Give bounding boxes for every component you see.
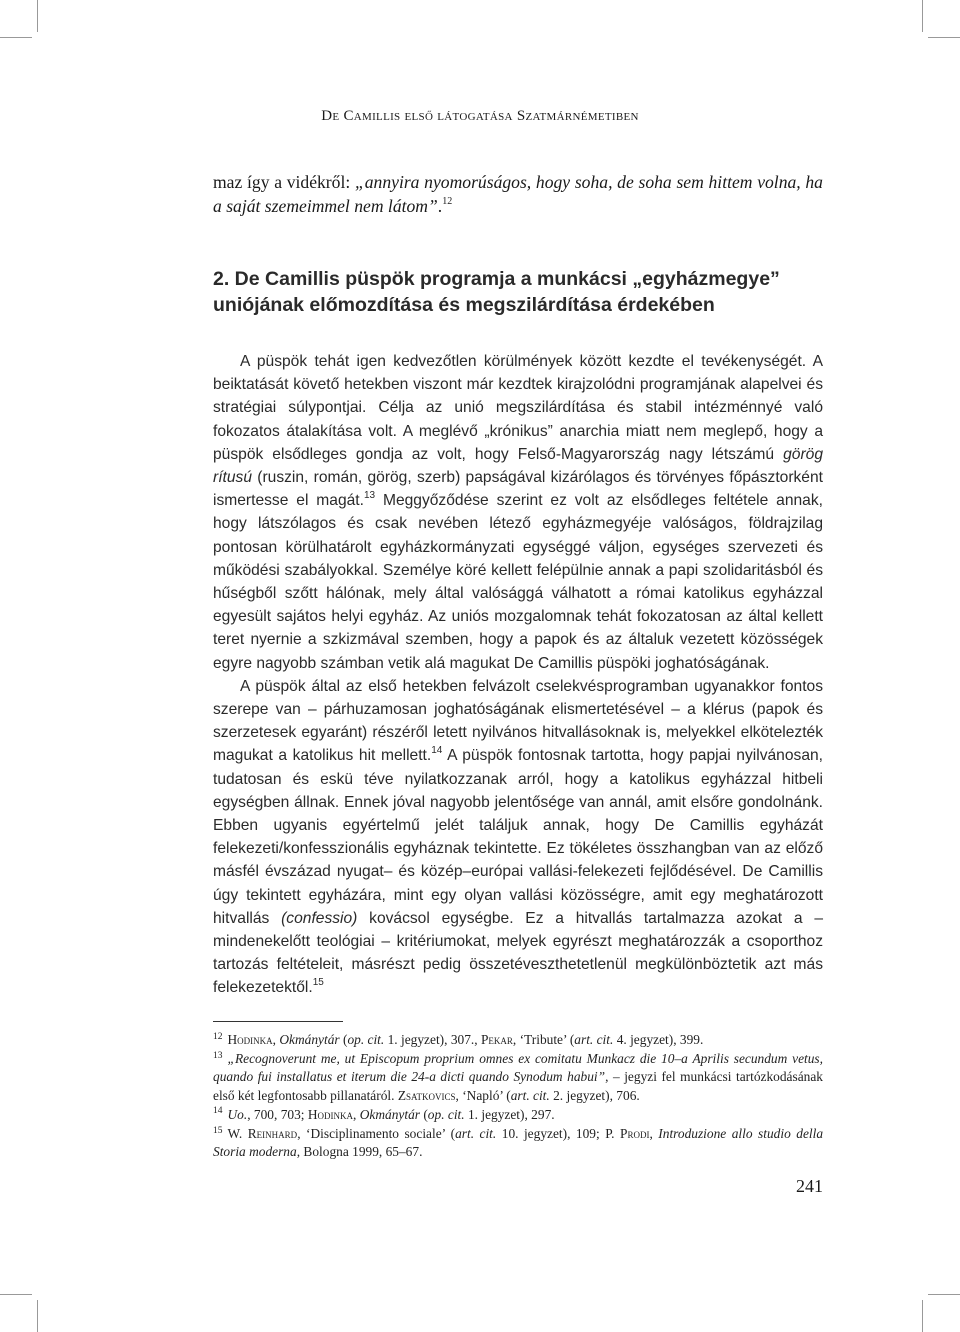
text-run: , [353,1106,360,1122]
author-name: Zsatkovics [397,1087,456,1103]
text-run: 2. jegyzet), 706. [549,1087,640,1103]
text-run: ( [419,1106,428,1122]
text-run: Meggyőződése szerint ez volt az elsődleges feltétele annak, hogy látszólagos és csak nevében létező egyházmegyéje valóságos, földrajzilag pontosan körülhatárolt egyházkormányzati egységgé váljon, egységes szervezeti és működési szabályokkal. Személye köré kellett felépülnie annak a papi szolidaritásból és hűségből szőtt hálónak, mely által valósággá válhatott a római katolikus egyházzal egyesült sajátos helyi egyház. Az uniós mozgalomnak tehát fokozatosan az által kellett teret nyernie a szkizmával szemben, hogy a papok és az általuk vezetett közösségek egyre nagyobb számban vetik alá magukat De Camillis püspöki joghatóságának. [213,492,823,672]
text-run: , ‘Disciplinamento sociale’ ( [297,1126,456,1142]
text-run: , Bologna 1999, 65–67. [296,1144,423,1160]
italic-run: görög rítusú [213,445,823,487]
section-heading [213,266,823,318]
footnote-number: 14 [213,1106,223,1117]
footnotes [213,1031,823,1162]
italic-run: „Recognoverunt me, ut Episcopum proprium omnes ex comitatu Munkacz die 10–a Aprilis secundum vetus, quando fui installatus et iterum die 24-a dicti quando Synodum habui” [213,1051,823,1085]
text-run: , [272,1032,280,1047]
crop-mark [928,37,960,38]
running-header: De Camillis első látogatása Szatmárnémetiben [321,108,639,124]
text-run: W. [227,1126,248,1142]
text-run: , ‘Tribute’ ( [512,1032,575,1047]
italic-run: art. cit. [510,1087,550,1103]
text-run: A püspök által az első hetekben felvázolt cselekvésprogramban ugyanakkor fontos szerepe van – párhuzamosan joghatóságának elismertetésével – a klérus (papok és szerzetesek egyaránt) részéről letett nyilvános hitvallásoknak is, melyekkel elkötelezték magukat a katolikus hit mellett. [213,677,823,765]
footnote-14 [213,1106,823,1124]
author-name: Pekar [480,1032,513,1047]
italic-run: Uo. [227,1106,248,1122]
text-run: ( [339,1032,348,1047]
italic-run: (confessio) [281,909,358,927]
text-run: (ruszin, román, görög, szerb) papságával kizárólagos és törvényes főpásztorként ismertesse el magát. [213,469,823,510]
quote-paragraph [213,170,823,218]
italic-run: art. cit. [574,1032,614,1047]
text-run: , [649,1126,659,1142]
quote-italic: „annyira nyomorúságos, hogy soha, de soha sem hittem volna, ha a saját szemeimmel nem látom” [213,172,823,216]
footnote-ref[interactable]: 13 [363,490,376,502]
italic-run: Okmánytár [359,1106,420,1122]
author-name: Prodi [620,1126,650,1142]
section-title-line: uniójának előmozdítása és megszilárdítása érdekében [213,294,715,316]
crop-mark [922,1300,923,1332]
italic-run: Okmánytár [279,1032,340,1047]
paragraph [213,350,823,675]
italic-run: op. cit. [427,1106,465,1122]
footnote-ref[interactable]: 14 [431,745,443,757]
quote-lead: maz így a vidékről: [213,172,355,192]
author-name: Reinhard [247,1126,298,1142]
text-run: 4. jegyzet), 399. [613,1032,704,1047]
footnote-number: 15 [213,1125,223,1136]
text-run: A püspök fontosnak tartotta, hogy papjai nyilvánosan, tudatosan és eskü téve nyilatkozzanak arról, hogy a katolikus egyházzal hitbeli egységben állnak. Ennek jóval nagyobb jelentősége van annál, amit elsőre gondolnánk. Ebben ugyanis egyértelmű jelét találjuk annak, hogy De Camillis egyházát felekezeti/konfesszionális egyháznak tekintette. Ez tökéletes összhangban van az előző másfél évszázad nyugat– és közép–európai vallási-felekezeti fejlődésével. De Camillis úgy tekintett egyházára, mint egy olyan vallási közösségre, amit egy meghatározott hitvallás [213,747,823,927]
text-run: 10. jegyzet), 109; P. [496,1126,620,1142]
author-name: Hodinka [227,1032,273,1047]
crop-mark [922,0,923,32]
footnote-number: 12 [213,1031,223,1042]
text-run: 1. jegyzet), 297. [464,1106,555,1122]
text-run: A püspök tehát igen kedvezőtlen körülmények között kezdte el tevékenységét. A beiktatását követő hetekben viszont már kezdtek kirajzolódni programjának alapelvei és stratégiai súlypontjai. Célja az unió megszilárdítása és stabil intézménnyé való fokozatos átalakítása volt. A meglévő „krónikus” anarchia miatt nem meglepő, hogy a püspök elsődleges gondja az volt, hogy Felső-Magyarország nagy létszámú [213,353,823,463]
footnote-13 [213,1050,823,1105]
italic-run: Introduzione allo studio della Storia moderna [213,1126,824,1160]
text-run: , – jegyzi fel munkácsi tartózkodásának első két legfontosabb pillanatáról. [213,1069,823,1103]
italic-run: op. cit. [347,1032,385,1047]
footnote-ref[interactable]: 15 [312,977,324,989]
crop-mark [928,1294,960,1295]
footnote-ref[interactable]: 12 [442,196,453,208]
italic-run: art. cit. [455,1126,497,1142]
crop-mark [37,0,38,32]
author-name: Hodinka [307,1106,354,1122]
text-run: , 700, 703; [247,1106,308,1122]
footnote-12 [213,1031,823,1049]
section-title-line: 2. De Camillis püspök programja a munkácsi „egyházmegye” [213,268,780,290]
crop-mark [37,1300,38,1332]
quote-tail: . [437,196,443,216]
text-run: 1. jegyzet), 307., [384,1032,481,1047]
footnote-number: 13 [213,1050,223,1061]
text-run: kovácsol egységbe. Ez a hitvallás tartalmazza azokat a – mindenekelőtt teológiai – kritériumokat, melyek egyrészt meghatározzák a csoporthoz tartozás feltételeit, másrészt pedig összetéveszthetetlenül megkülönböztetik azt más felekezetektől. [213,909,823,997]
footnote-separator [213,1021,343,1022]
page-number: 241 [796,1176,823,1196]
body-text [213,350,823,1000]
paragraph [213,675,823,1000]
crop-mark [0,37,32,38]
crop-mark [0,1294,32,1295]
text-run: , ‘Napló’ ( [455,1087,511,1103]
footnote-15 [213,1125,823,1161]
